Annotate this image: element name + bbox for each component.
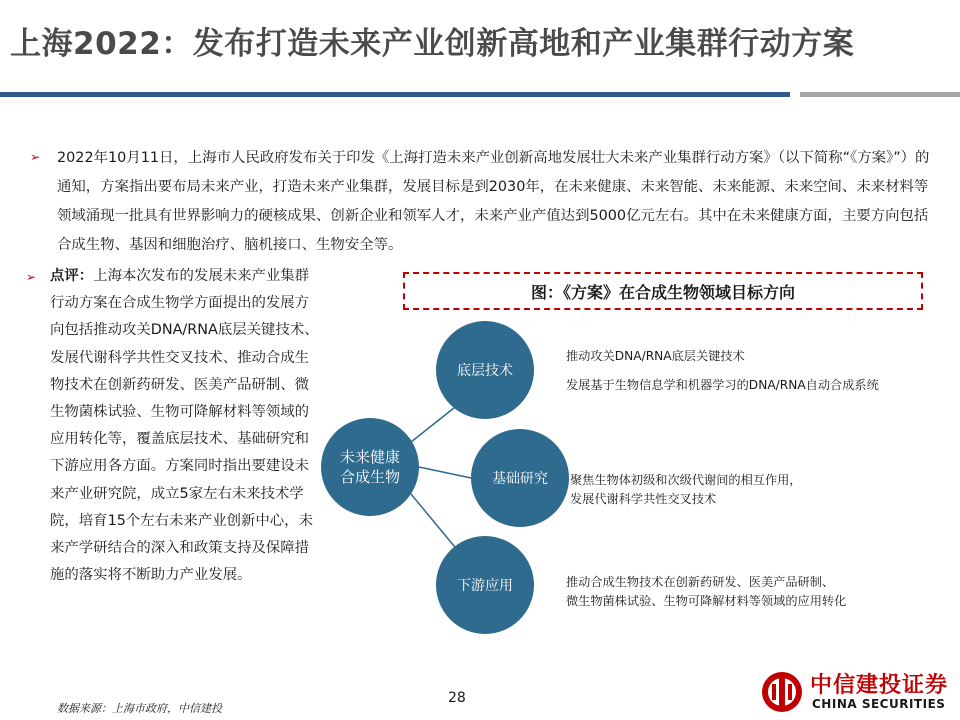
node-basic-research [471,429,569,527]
bullet-arrow-icon: ➢ [26,270,37,284]
page-number: 28 [448,690,466,706]
node-description-block [566,573,846,611]
intro-paragraph: 2022年10月11日，上海市人民政府发布关于印发《上海打造未来产业创新高地发展壮大未来产业集群行动方案》（以下简称“《方案》”）的通知，方案指出要布局未来产业，打造未来产业集群，发展目标是到2030年，在未来健康、未来智能、未来能源、未来空间、未来材料等领域涌现一批具有世界影响力的硬核成果、创新企业和领军人才，未来产业产值达到5000亿元左右。其中在未来健康方面，主要方向包括合成生物、基因和细胞治疗、脑机接口、生物安全等。 [57,150,930,253]
logo-text-en: CHINA SECURITIES [812,697,946,711]
data-source-note: 数据来源：上海市政府，中信建投 [57,702,222,715]
node-label: 底层技术 [457,363,513,379]
title-underline-blue [0,92,790,97]
connector-bottom [411,494,459,552]
center-node-line2: 合成生物 [339,468,400,486]
node-description: 微生物菌株试验、生物可降解材料等领域的应用转化 [566,594,847,608]
center-node-line1: 未来健康 [339,448,400,466]
page-title: 上海2022：发布打造未来产业创新高地和产业集群行动方案 [10,26,855,62]
logo-text-cn: 中信建投证券 [810,672,949,698]
node-description: 发展代谢科学共性交叉技术 [570,492,717,506]
comment-text: 上海本次发布的发展未来产业集群行动方案在合成生物学方面提出的发展方向包括推动攻关DNA/RNA底层关键技术、发展代谢科学共性交叉技术、推动合成生物技术在创新药研发、医美产品研制、微生物菌株试验、生物可降解材料等领域的应用转化等，覆盖底层技术、基础研究和下游应用各方面。方案同时指出要建设未来产业研究院，成立5家左右未来技术学院，培育15个左右未来产业创新中心，未来产学研结合的深入和政策支持及保障措施的落实将不断助力产业发展。 [50,268,319,584]
node-description: 发展基于生物信息学和机器学习的DNA/RNA自动合成系统 [566,378,879,392]
citic-logo-icon [760,670,804,714]
node-foundation-tech [436,321,534,419]
node-description: 聚焦生物体初级和次级代谢间的相互作用， [570,473,802,487]
figure-title: 图：《方案》在合成生物领域目标方向 [530,282,795,302]
figure-title-box [403,272,923,310]
title-underline-gray [800,92,960,97]
comment-paragraph [50,263,320,589]
connector-top [411,404,459,442]
node-downstream-application [436,536,534,634]
comment-label: 点评： [50,268,94,284]
company-logo [760,668,956,716]
node-description-block [570,471,802,509]
node-label: 基础研究 [492,471,548,487]
center-node [321,418,419,516]
node-description: 推动攻关DNA/RNA底层关键技术 [566,349,745,363]
connector-middle [419,467,471,478]
bullet-arrow-icon: ➢ [30,150,41,164]
node-description: 推动合成生物技术在创新药研发、医美产品研制、 [566,575,835,589]
node-label: 下游应用 [457,578,513,594]
